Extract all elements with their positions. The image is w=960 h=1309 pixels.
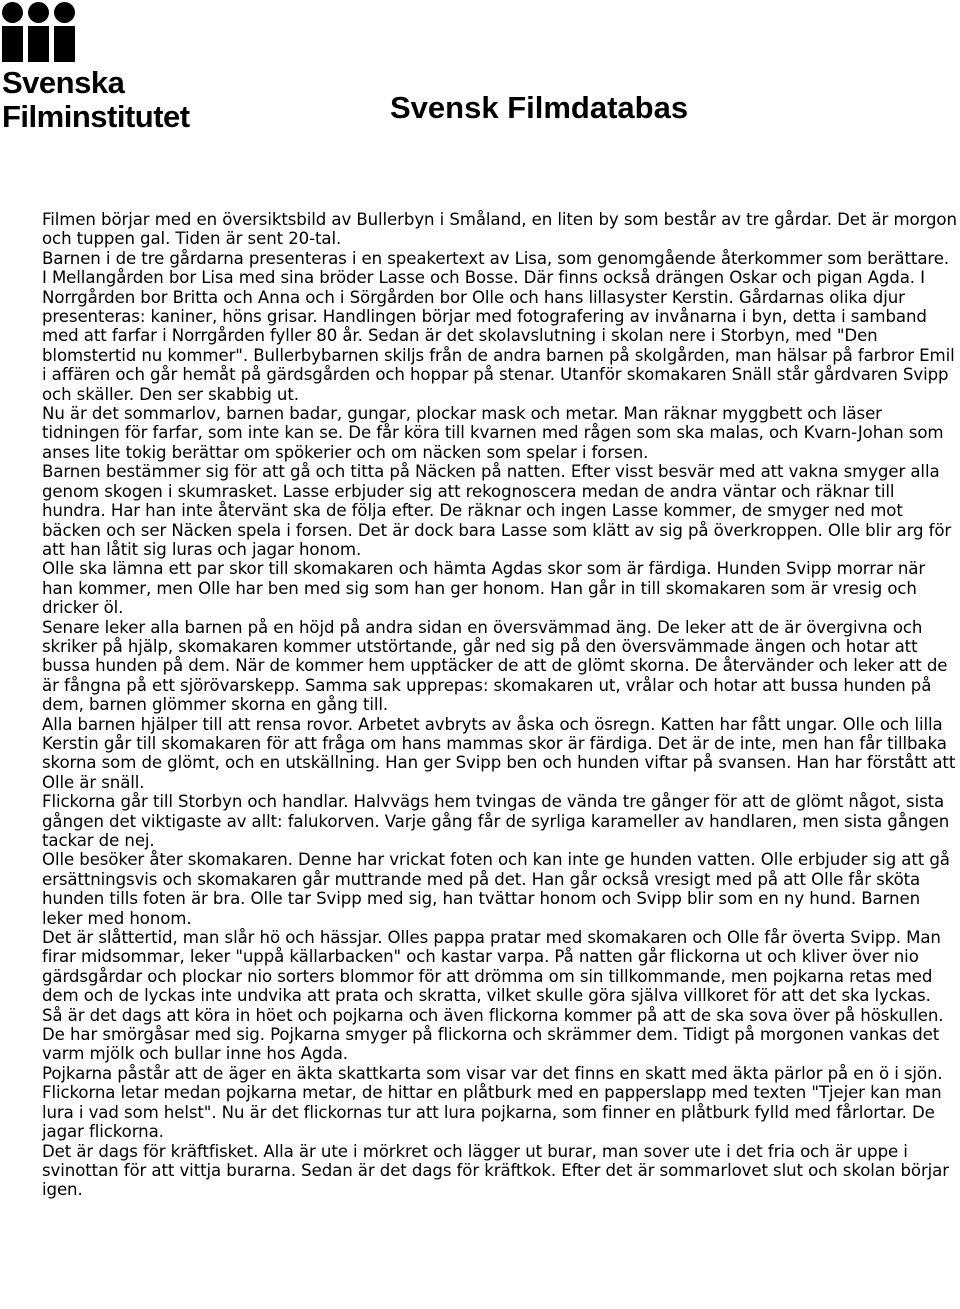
paragraph: Barnen bestämmer sig för att gå och titta på Näcken på natten. Efter visst besvär med att vakna smyger alla genom skogen i skumrasket. Lasse erbjuder sig att rekognoscera medan de andra väntar och räknar till hundra. Har han inte återvänt ska de följa efter. De räknar och ingen Lasse kommer, de smyger ned mot bäcken och ser Näcken spela i forsen. Det är dock bara Lasse som klätt av sig på överkroppen. Olle blir arg för att han låtit sig luras och jagar honom. bbox=[42, 462, 952, 559]
paragraph: Barnen i de tre gårdarna presenteras i en speakertext av Lisa, som genomgående återkommer som berättare. I Mellangården bor Lisa med sina bröder Lasse och Bosse. Där finns också drängen Oskar och pigan Agda. I Norrgården bor Britta och Anna och i Sörgården bor Olle och hans lillasyster Kerstin. Gårdarnas olika djur presenteras: kaniner, höns grisar. Handlingen börjar med fotografering av invånarna i byn, detta i samband med att farfar i Norrgården fyller 80 år. Sedan är det skolavslutning i skolan nere i Storbyn, med "Den blomstertid nu kommer". Bullerbybarnen skiljs från de andra barnen på skolgården, man hälsar på farbror Emil i affären och går hemåt på gärdsgården och hoppar på stenar. Utanför skomakaren Snäll står gårdvaren Svipp och skäller. Den ser skabbig ut. bbox=[42, 248, 955, 404]
logo-mark-icon bbox=[2, 2, 82, 64]
synopsis-text bbox=[42, 210, 957, 1200]
paragraph: Filmen börjar med en översiktsbild av Bullerbyn i Småland, en liten by som består av tre gårdar. Det är morgon och tuppen gal. Tiden är sent 20-tal. bbox=[42, 210, 957, 249]
paragraph: Det är slåttertid, man slår hö och hässjar. Olles pappa pratar med skomakaren och Olle får överta Svipp. Man firar midsommar, leker "uppå källarbacken" och kastar varpa. På natten går flickorna ut och kliver över nio gärdsgårdar och plockar nio sorters blommor för att drömma om sin tillkommande, men pojkarna retas med dem och de lyckas inte undvika att prata och skratta, vilket skulle göra själva villkoret för att det ska lyckas. bbox=[42, 928, 941, 1006]
logo-text-line1: Svenska bbox=[2, 65, 125, 100]
paragraph: Pojkarna påstår att de äger en äkta skattkarta som visar var det finns en skatt med äkta pärlor på en ö i sjön. Flickorna letar medan pojkarna metar, de hittar en plåtburk med en papperslapp med texten "Tjejer kan man lura i vad som helst". Nu är det flickornas tur att lura pojkarna, som finner en plåtburk fylld med fårlortar. De jagar flickorna. bbox=[42, 1063, 943, 1142]
paragraph: Så är det dags att köra in höet och pojkarna och även flickorna kommer på att de ska sova över på höskullen. De har smörgåsar med sig. Pojkarna smyger på flickorna och skrämmer dem. Tidigt på morgonen vankas det varm mjölk och bullar inne hos Agda. bbox=[42, 1005, 944, 1064]
site-title: Svensk Filmdatabas bbox=[390, 90, 689, 125]
paragraph: Olle ska lämna ett par skor till skomakaren och hämta Agdas skor som är färdiga. Hunden Svipp morrar när han kommer, men Olle har ben med sig som han ger honom. Han går in till skomakaren som är vresig och dricker öl. bbox=[42, 559, 926, 618]
svenska-filminstitutet-logo[interactable] bbox=[2, 2, 202, 134]
logo-text-line2: Filminstitutet bbox=[2, 99, 190, 134]
paragraph: Alla barnen hjälper till att rensa rovor. Arbetet avbryts av åska och ösregn. Katten har fått ungar. Olle och lilla Kerstin går till skomakaren för att fråga om hans mammas skor är färdiga. Det är de inte, men han får tillbaka skorna som de glömt, och en utskällning. Han ger Svipp ben och hunden viftar på svansen. Han har förstått att Olle är snäll. bbox=[42, 714, 956, 792]
paragraph: Det är dags för kräftfisket. Alla är ute i mörkret och lägger ut burar, man sover ute i det fria och är uppe i svinottan för att vittja burarna. Sedan är det dags för kräftkok. Efter det är sommarlovet slut och skolan börjar igen. bbox=[42, 1141, 949, 1200]
paragraph: Olle besöker åter skomakaren. Denne har vrickat foten och kan inte ge hunden vatten. Olle erbjuder sig att gå ersättningsvis och skomakaren går muttrande med på det. Han går också vresigt med på att Olle får sköta hunden tills foten är bra. Olle tar Svipp med sig, han tvättar honom och Svipp blir som en ny hund. Barnen leker med honom. bbox=[42, 850, 950, 928]
paragraph: Flickorna går till Storbyn och handlar. Halvvägs hem tvingas de vända tre gånger för att de glömt något, sista gången det viktigaste av allt: falukorven. Varje gång får de syrliga karameller av handlaren, men sista gången tackar de nej. bbox=[42, 792, 950, 850]
paragraph: Senare leker alla barnen på en höjd på andra sidan en översvämmad äng. De leker att de är övergivna och skriker på hjälp, skomakaren kommer utstörtande, går ned sig på den översvämmade ängen och hotar att bussa hunden på dem. När de kommer hem upptäcker de att de glömt skorna. De återvänder och leker att de är fångna på ett sjörövarskepp. Samma sak upprepas: skomakaren ut, vrålar och hotar att bussa hunden på dem, barnen glömmer skorna en gång till. bbox=[42, 617, 948, 715]
paragraph: Nu är det sommarlov, barnen badar, gungar, plockar mask och metar. Man räknar myggbett och läser tidningen för farfar, som inte kan se. De får köra till kvarnen med rågen som ska malas, och Kvarn-Johan som anses lite tokig berättar om spökerier och om näcken som spelar i forsen. bbox=[42, 404, 944, 462]
